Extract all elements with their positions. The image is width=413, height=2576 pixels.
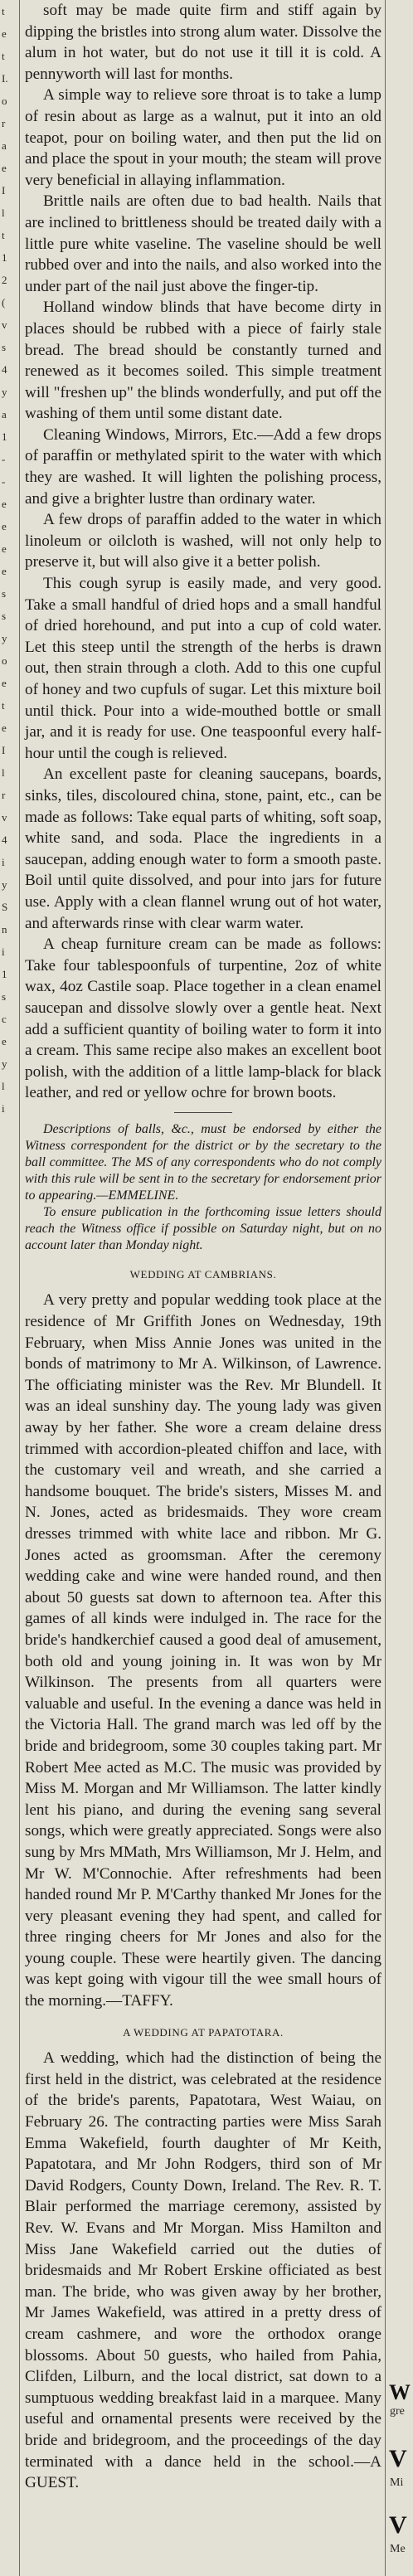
wedding-report-cambrians: A very pretty and popular wedding took place at the residence of Mr Griffith Jones on Wednesday, 19th February, when Miss Annie Jones was united in the bonds of matrimony to Mr A. Wilkinson, of Lawrence. The officiating minister was the Rev. Mr Blundell. It was an ideal sunshiny day. The young lady was given away by her father. She wore a cream delaine dress trimmed with accordion-pleated chiffon and lace, with the customary veil and wreath, and she carried a handsome bouquet. The bride's sisters, Misses M. and N. Jones, acted as bridesmaids. They wore cream dresses trimmed with white lace and ribbon. Mr G. Jones acted as groomsman. After the ceremony wedding cake and wine were handed round, and then about 50 guests sat down to afternoon tea. After this games of all kinds were indulged in. The race for the bride's handkerchief caused a good deal of amusement, both old and young joining in. It was won by Mr Wilkinson. The presents from all quarters were valuable and useful. In the evening a dance was held in the Victoria Hall. The grand march was led off by the bride and bridegroom, some 30 couples taking part. Mr Robert Mee acted as M.C. The music was provided by Miss M. Morgan and Mr Williamson. The latter kindly lent his piano, and during the evening sang several songs, which were greatly appreciated. Songs were also sung by Mrs MMath, Mrs Williamson, Mr J. Helm, and Mr W. M'Connochie. After refreshments had been handed round Mr P. M'Carthy thanked Mr Jones for the very pleasant evening they had spent, and called for three ringing cheers for Mr Jones and also for the young couple. These were heartily given. The dancing was kept going with vigour till the wee small hours of the morning.—TAFFY. xyxy=(25,1291,381,2010)
right-margin-fragments xyxy=(387,0,413,2576)
margin-fragment: y xyxy=(2,878,7,891)
margin-fragment: t xyxy=(2,699,5,712)
margin-fragment: l xyxy=(2,766,5,779)
margin-fragment: c xyxy=(2,1013,7,1025)
margin-fragment: e xyxy=(2,498,7,510)
wedding-heading-papatotara: A WEDDING AT PAPATOTARA. xyxy=(123,2025,284,2039)
margin-fragment: n xyxy=(2,923,7,936)
margin-fragment: s xyxy=(2,341,7,353)
hint-paragraph: An excellent paste for cleaning saucepans, boards, sinks, tiles, discoloured china, stone, paint, etc., can be made as follows: Take equal parts of whiting, soft soap, white sand, and soda. Place the ingredients in a saucepan, adding enough water to form a smooth paste. Boil until quite dissolved, and pour into jars for future use. Apply with a clean flannel wrung out of hot water, and afterwards rinse with clear warm water. xyxy=(25,766,381,932)
margin-fragment: l xyxy=(2,1080,5,1092)
margin-fragment: s xyxy=(2,990,7,1003)
wedding-report-papatotara: A wedding, which had the distinction of being the first held in the district, was celebrated at the residence of the bride's parents, Papatotara, West Waiau, on February 26. The contracting parties were Miss Sarah Emma Wakefield, fourth daughter of Mr Keith, Papatotara, and Mr John Rodgers, third son of Mr David Rodgers, County Down, Ireland. The Rev. R. T. Blair performed the marriage ceremony, assisted by Rev. W. Evans and Mr Morgan. Miss Hamilton and Miss Jane Wakefield carried out the duties of bridesmaids and Mr Robert Erskine officiated as best man. The bride, who was given away by her brother, Mr James Wakefield, was attired in a pretty dress of cream cashmere, and wore the orthodox orange blossoms. About 50 guests, who hailed from Pahia, Clifden, Lilburn, and the local district, sat down to a sumptuous wedding breakfast laid in a marquee. Many useful and ornamental presents were received by the bride and bridegroom, and the proceedings of the day terminated with a dance held in the school.—A GUEST. xyxy=(25,2049,381,2492)
margin-fragment: 1 xyxy=(2,430,7,443)
hint-paragraph: Cleaning Windows, Mirrors, Etc.—Add a few drops of paraffin or methylated spirit to the water with which they are washed. It will lighten the polishing process, and give a brighter lustre than ordinary water. xyxy=(25,425,381,508)
margin-fragment: l xyxy=(2,207,5,219)
descriptions-notice: Descriptions of balls, &c., must be endorsed by either the Witness correspondent for the district or by the secretary to the ball committee. The MS of any correspondents who do not comply with this rule will be sent in to the secretary for endorsement prior to appearing.—EMMELINE. xyxy=(25,1121,381,1203)
margin-fragment: t xyxy=(2,5,5,17)
left-column-rule xyxy=(19,0,20,2576)
hint-paragraph: This cough syrup is easily made, and very good. Take a small handful of dried hops and a small handful of dried horehound, and put into a cup of cold water. Let this steep until the strength of the herbs is drawn out, then strain through a cloth. Add to this one cupful of honey and two cupfuls of sugar. Let this mixture boil until thick. Pour into a wide-mouthed bottle or small jar, and it is ready for use. One teaspoonful every half-hour until the cough is relieved. xyxy=(25,575,381,762)
margin-fragment: y xyxy=(2,1057,7,1070)
margin-fragment: i xyxy=(2,1102,5,1115)
fragment-letter: V xyxy=(389,2511,407,2539)
margin-fragment: v xyxy=(2,318,7,331)
margin-fragment: s xyxy=(2,587,7,600)
women-column xyxy=(25,0,381,2494)
margin-fragment: a xyxy=(2,139,7,152)
margin-fragment: r xyxy=(2,789,6,801)
margin-fragment: I xyxy=(2,184,6,197)
margin-fragment: y xyxy=(2,632,7,644)
margin-fragment: - xyxy=(2,475,6,488)
margin-fragment: e xyxy=(2,520,7,532)
margin-fragment: S xyxy=(2,901,8,913)
margin-fragment: e xyxy=(2,722,7,734)
margin-fragment: 4 xyxy=(2,834,7,846)
margin-fragment: I. xyxy=(2,72,8,85)
margin-fragment: e xyxy=(2,162,7,174)
hint-paragraph: A few drops of paraffin added to the water in which linoleum or oilcloth is washed, will not only help to preserve it, but will also give it a better polish. xyxy=(25,511,381,571)
margin-fragment: 1 xyxy=(2,251,7,264)
margin-fragment: o xyxy=(2,654,7,667)
right-column-rule xyxy=(385,0,386,2576)
fragment-letter: V xyxy=(389,2445,407,2472)
section-divider xyxy=(174,1112,232,1113)
margin-fragment: s xyxy=(2,610,7,622)
wedding-heading-cambrians: WEDDING AT CAMBRIANS. xyxy=(129,1267,277,1281)
margin-fragment: t xyxy=(2,50,5,62)
margin-fragment: i xyxy=(2,856,5,868)
margin-fragment: r xyxy=(2,117,6,129)
hint-paragraph: A cheap furniture cream can be made as follows: Take four tablespoonfuls of turpentine, 2oz of white wax, 4oz Castile soap. Place together in a clean enamel saucepan and dissolve slowly over a gentle heat. Next add a sufficient quantity of boiling water to form it into a cream. This same recipe also makes an excellent boot polish, with the addition of a little lamp-black for black leather, and red or yellow ochre for brown boots. xyxy=(25,936,381,1102)
margin-fragment: y xyxy=(2,386,7,398)
margin-fragment: e xyxy=(2,677,7,689)
margin-fragment: i xyxy=(2,945,5,958)
left-margin-text xyxy=(0,0,18,2576)
hint-paragraph: Holland window blinds that have become dirty in places should be rubbed with a piece of fairly stale bread. The bread should be constantly turned and renewed as it becomes soiled. This simple treatment will "freshen up" the blinds wonderfully, and put off the washing of them until some distant date. xyxy=(25,299,381,423)
margin-fragment: 1 xyxy=(2,968,7,980)
fragment-text: gre xyxy=(390,2405,405,2418)
margin-fragment: t xyxy=(2,229,5,241)
margin-fragment: v xyxy=(2,811,7,824)
hint-paragraph: soft may be made quite firm and stiff again by dipping the bristles into strong alum water. Dissolve the alum in hot water, but do not use it till it is cold. A pennyworth will last for months. xyxy=(25,2,381,83)
margin-fragment: e xyxy=(2,27,7,40)
margin-fragment: e xyxy=(2,1035,7,1047)
margin-fragment: e xyxy=(2,542,7,555)
publication-notice: To ensure publication in the forthcoming issue letters should reach the Witness office if possible on Saturday night, but on no account later than Monday night. xyxy=(25,1204,381,1252)
margin-fragment: a xyxy=(2,408,7,420)
fragment-letter: W xyxy=(389,2380,411,2404)
margin-fragment: - xyxy=(2,453,6,465)
hint-paragraph: A simple way to relieve sore throat is to take a lump of resin about as large as a walnut, put it into an old teapot, pour on boiling water, and then put the lid on and place the spout in your mouth; the steam will prove very beneficial in allaying inflammation. xyxy=(25,86,381,189)
fragment-text: Mi xyxy=(390,2476,404,2489)
household-hints xyxy=(25,0,381,1104)
margin-fragment: ( xyxy=(2,296,6,309)
margin-fragment: I xyxy=(2,744,6,756)
margin-fragment: 2 xyxy=(2,274,7,286)
margin-fragment: 4 xyxy=(2,363,7,376)
margin-fragment: o xyxy=(2,95,7,107)
fragment-text: Me xyxy=(390,2543,406,2555)
margin-fragment: e xyxy=(2,565,7,577)
hint-paragraph: Brittle nails are often due to bad health. Nails that are inclined to brittleness should be treated daily with a little pure white vaseline. The vaseline should be well rubbed over and into the nails, and also worked into the under part of the nail just above the finger-tip. xyxy=(25,192,381,295)
